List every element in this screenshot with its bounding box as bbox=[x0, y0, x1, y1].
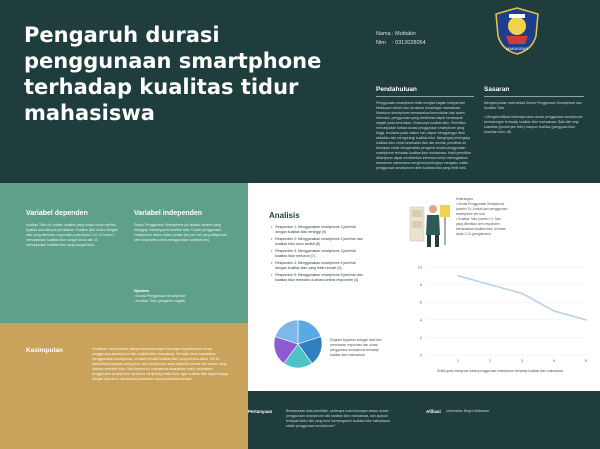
variabel-dependen-heading: Variabel dependen bbox=[26, 210, 88, 217]
variabel-independen-heading: Variabel independen bbox=[134, 210, 203, 217]
pendahuluan-body: Penggunaan smartphone telah menjadi bagian integral dari kehidupan sehari-hari, terutama di kalangan mahasiswa. Meskipun smartphone menawarkan kemudahan dan akses informasi, penggunaan yang berlebihan dapat berdampak negatif pada kesehatan, khususnya kualitas tidur. Penelitian menunjukkan bahwa durasi penggunaan smartphone yang tinggi, terutama pada malam hari, dapat mengganggu ritme sirkadian dan mengurangi kualitas tidur. Mengingat pentingnya kualitas tidur untuk kesehatan fisik dan mental, penelitian ini bertujuan untuk menganalisis pengaruh durasi penggunaan smartphone terhadap kualitas tidur mahasiswa. Hasil penelitian diharapkan dapat memberikan informasi untuk meningkatkan kesadaran mahasiswa mengenai pentingnya mengatur waktu penggunaan smartphone demi kualitas tidur yang lebih baik. bbox=[376, 101, 471, 170]
x-tick-label: 5 bbox=[584, 358, 588, 363]
variabel-dependen bbox=[26, 210, 118, 248]
pie-caption: Diagram lingkaran sebagai hasil dari persebaran responden dan durasi penggunaan smartphone terhadap kualitas tidur mahasiswa bbox=[330, 338, 382, 357]
hipotesis-line-1: • Durasi Penggunaan Smartphone bbox=[134, 294, 186, 298]
series-line bbox=[458, 276, 586, 320]
line-caption: Grafik garis mengenai durasi penggunaan smartphone terhadap kualitas tidur mahasiswa bbox=[436, 369, 564, 373]
kesimpulan-panel bbox=[0, 323, 248, 449]
pendahuluan-heading: Pendahuluan bbox=[376, 86, 417, 93]
y-tick-label: 4 bbox=[419, 317, 422, 323]
sasaran-heading: Sasaran bbox=[484, 86, 510, 93]
analisis-heading: Analisis bbox=[269, 211, 300, 220]
nim-value: : 0312028054 bbox=[392, 40, 426, 46]
data-point bbox=[553, 310, 555, 312]
x-tick-label: 1 bbox=[456, 358, 460, 363]
university-logo bbox=[492, 6, 542, 56]
analisis-list bbox=[271, 225, 366, 285]
analisis-item: • Responden 4: Menggunakan smartphone 4 jam/hari dengan kualitas tidur yang lebih rendah (5). bbox=[271, 261, 356, 270]
data-point bbox=[489, 284, 491, 286]
y-tick-label: 8 bbox=[419, 282, 422, 288]
data-point bbox=[585, 319, 587, 321]
data-point bbox=[521, 293, 523, 295]
analysis-panel bbox=[248, 183, 600, 391]
name-label: Nama bbox=[376, 31, 391, 37]
name-value: : Muttakin bbox=[392, 31, 416, 37]
logo-text: MAKASSAR bbox=[505, 46, 529, 51]
nim-label: Nim bbox=[376, 40, 386, 46]
y-tick-label: 0 bbox=[419, 352, 422, 358]
y-tick-label: 10 bbox=[417, 264, 422, 270]
analisis-item: • Responden 5: Menggunakan smartphone 5 jam/hari dan kualitas tidur terendah di antara kelima responden (4). bbox=[271, 273, 363, 282]
kesimpulan-body: Penelitian menunjukkan adanya kecenderungan hubungan negatif antara durasi penggunaan smartphone dan kualitas tidur mahasiswa. Semakin lama mahasiswa menggunakan smartphone, semakin rendah kualitas tidur yang mereka alami. Hal ini disebabkan paparan cahaya biru dari smartphone serta stimulasi mental dari konten yang diakses sebelum tidur. Oleh karena itu, mahasiswa disarankan untuk membatasi penggunaan smartphone, terutama menjelang waktu tidur, agar kualitas tidur dapat terjaga dengan baik demi mendukung kesehatan dan produktivitas belajar. bbox=[92, 347, 229, 381]
hipotesis-line-2: • Kualitas Tidur (pengaruh negatif) bbox=[134, 299, 186, 303]
sasaran-intro: Mengumpulkan data terkait Durasi Penggunaan Smartphone dan Kualitas Tidur bbox=[484, 101, 582, 110]
data-point bbox=[457, 275, 459, 277]
line-chart bbox=[408, 261, 592, 367]
pie-chart bbox=[272, 318, 324, 370]
author-identity bbox=[376, 30, 426, 48]
sasaran-section bbox=[484, 86, 584, 135]
kesimpulan-heading: Kesimpulan bbox=[26, 347, 63, 354]
hipotesis bbox=[134, 289, 234, 304]
variabel-independen-body: Durasi Penggunaan Smartphone (ini adalah variabel yang dianggap memengaruhi kualitas tidur. Durasi penggunaan smartphone diukur dalam jumlah jam per hari yang dilaporkan oleh responden untuk menggunakan smartphone). bbox=[134, 223, 227, 242]
y-tick-label: 2 bbox=[419, 334, 422, 340]
illustration-caption: Keterangan: • Durasi Penggunaan Smartphone (sumbu X): Jumlah jam penggunaan smartphone per hari. • Kualitas Tidur (sumbu Y): Skor yang diberikan oleh responden berdasarkan kualitas tidur, di mana skala 1-10 (pengukuran). bbox=[456, 197, 508, 236]
x-tick-label: 2 bbox=[488, 358, 492, 363]
pertanyaan-body: Berdasarkan data penelitian, seberapa kuat hubungan antara durasi penggunaan smartphone dan kualitas tidur mahasiswa, dan apakah terdapat faktor lain yang turut memengaruhi kualitas tidur mahasiswa selain penggunaan smartphone? bbox=[286, 409, 390, 428]
poster-title: Pengaruh durasi penggunaan smartphone terhadap kualitas tidur mahasiswa bbox=[24, 23, 322, 125]
afiliasi-body: Universitas Negeri Makassar bbox=[446, 409, 490, 413]
x-tick-label: 4 bbox=[552, 358, 556, 363]
analisis-item: • Responden 2: Menggunakan smartphone 2 jam/hari dan kualitas tidur turun sedikit (8). bbox=[271, 237, 363, 246]
variabel-independen bbox=[134, 210, 234, 243]
footer-panel bbox=[248, 391, 600, 449]
sasaran-bullets: • Mengidentifikasi seberapa lama durasi penggunaan smartphone berhubungan terhadap kualitas tidur mahasiswa. Baik dari segi kuantitas (jumlah jam tidur) maupun kualitas (gangguan tidur, kesulitan tidur, dll). bbox=[484, 115, 583, 134]
person-working-illustration bbox=[408, 197, 452, 249]
hipotesis-heading: Hipotesis bbox=[134, 289, 150, 293]
variables-panel bbox=[0, 183, 248, 323]
x-tick-label: 3 bbox=[520, 358, 524, 363]
variabel-dependen-body: Kualitas Tidur (ini adalah variabel yang diukur untuk melihat apakah ada dampak perubahan. Kualitas tidur diukur dengan skor yang diberikan responden pada skala 1-10, di mana 1 menunjukkan kualitas tidur sangat buruk dan 10 menunjukkan kualitas tidur yang sangat baik). bbox=[26, 223, 118, 247]
analisis-item: • Responden 3: Menggunakan smartphone 3 jam/hari kualitas tidur menurun (7). bbox=[271, 249, 356, 258]
afiliasi-heading: Afiliasi bbox=[426, 409, 441, 414]
y-tick-label: 6 bbox=[419, 299, 422, 305]
pertanyaan-heading: Pertanyaan bbox=[248, 409, 273, 414]
pendahuluan-section bbox=[376, 86, 474, 171]
analisis-item: • Responden 1: Menggunakan smartphone 1 jam/hari dengan kualitas tidur tertinggi (9). bbox=[271, 225, 356, 234]
